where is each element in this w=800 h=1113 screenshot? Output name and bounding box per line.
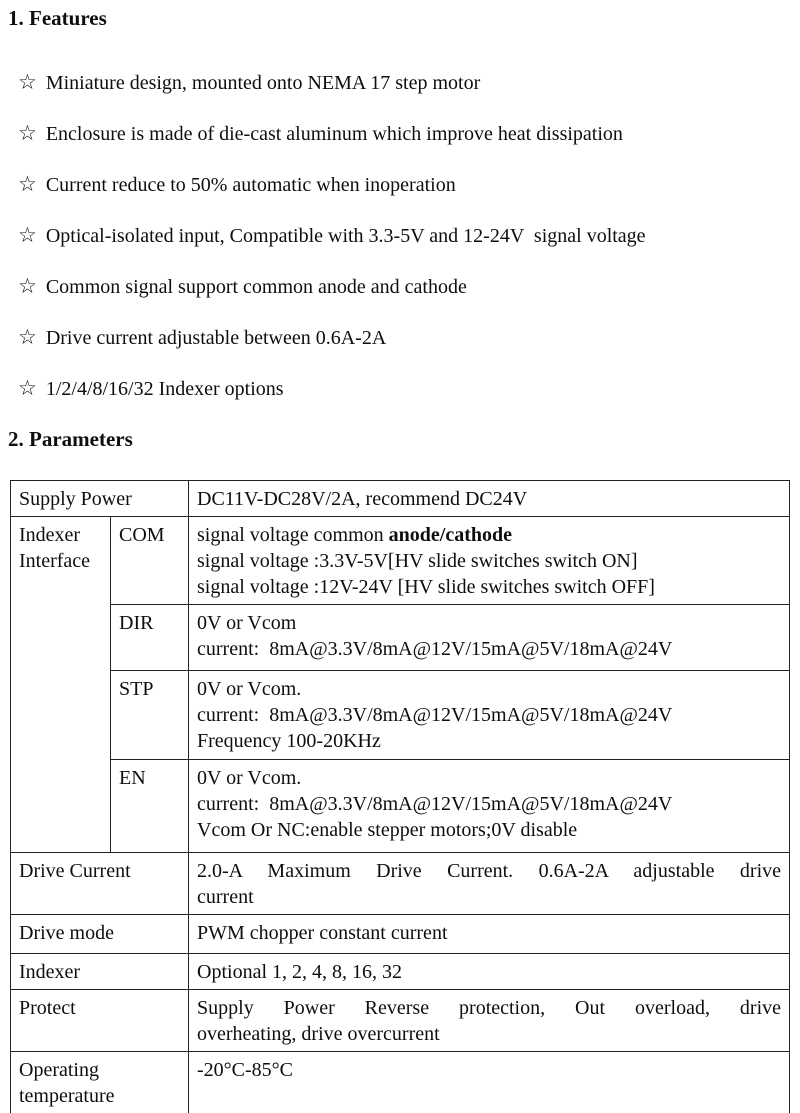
cell-line <box>197 522 781 548</box>
table-row-supply-power <box>11 481 790 517</box>
param-value-indexer <box>189 954 790 990</box>
cell-line: PWM chopper constant current <box>197 922 448 944</box>
param-label-supply-power: Supply Power <box>11 481 189 517</box>
param-label-indexer-interface: Indexer Interface <box>11 517 111 853</box>
cell-line: Optional 1, 2, 4, 8, 16, 32 <box>197 961 403 983</box>
table-row-indexer <box>11 954 790 990</box>
feature-text: Optical-isolated input, Compatible with 3.3-5V and 12-24V signal voltage <box>45 225 646 247</box>
feature-text: Miniature design, mounted onto NEMA 17 step motor <box>45 72 481 94</box>
parameters-heading: 2. Parameters <box>8 427 133 451</box>
parameters-table <box>10 480 790 1113</box>
cell-line: 2.0-A Maximum Drive Current. 0.6A-2A adjustable drive <box>197 860 782 882</box>
param-sublabel-com: COM <box>111 517 189 605</box>
cell-line: 0V or Vcom <box>197 612 297 634</box>
cell-line: current: 8mA@3.3V/8mA@12V/15mA@5V/18mA@24V <box>197 638 673 660</box>
param-value-dir <box>189 605 790 671</box>
cell-line: Vcom Or NC:enable stepper motors;0V disable <box>197 819 578 841</box>
param-sublabel-stp: STP <box>111 671 189 760</box>
param-value-en <box>189 760 790 853</box>
star-bullet-icon: ☆ <box>18 376 37 400</box>
features-heading: 1. Features <box>8 6 107 30</box>
param-label-drive-current: Drive Current <box>11 853 189 915</box>
table-row-operating-temperature <box>11 1052 790 1113</box>
cell-line: -20°C-85°C <box>197 1059 294 1081</box>
table-row-dir <box>11 605 790 671</box>
param-value-com <box>189 517 790 605</box>
star-bullet-icon: ☆ <box>18 274 37 298</box>
param-value-protect <box>189 990 790 1052</box>
param-value-stp <box>189 671 790 760</box>
cell-line: Frequency 100-20KHz <box>197 730 381 752</box>
cell-line: current: 8mA@3.3V/8mA@12V/15mA@5V/18mA@24V <box>197 793 673 815</box>
star-bullet-icon: ☆ <box>18 223 37 247</box>
feature-text: 1/2/4/8/16/32 Indexer options <box>45 378 284 400</box>
feature-item <box>8 274 792 299</box>
cell-line: current <box>197 886 254 908</box>
star-bullet-icon: ☆ <box>18 70 37 94</box>
feature-item <box>8 70 792 95</box>
table-row-drive-current <box>11 853 790 915</box>
table-row-drive-mode <box>11 915 790 954</box>
feature-item <box>8 325 792 350</box>
param-value-operating-temperature <box>189 1052 790 1113</box>
com-line1-normal: signal voltage common <box>197 524 389 546</box>
param-sublabel-en: EN <box>111 760 189 853</box>
param-label-protect: Protect <box>11 990 189 1052</box>
com-line1-bold: anode/cathode <box>388 524 512 546</box>
table-row-en <box>11 760 790 853</box>
star-bullet-icon: ☆ <box>18 325 37 349</box>
features-list <box>8 70 792 401</box>
cell-line: 0V or Vcom. <box>197 767 302 789</box>
param-value-drive-current <box>189 853 790 915</box>
table-row-protect <box>11 990 790 1052</box>
feature-item <box>8 121 792 146</box>
feature-text: Drive current adjustable between 0.6A-2A <box>45 327 387 349</box>
cell-line: current: 8mA@3.3V/8mA@12V/15mA@5V/18mA@24V <box>197 704 673 726</box>
table-row-stp <box>11 671 790 760</box>
star-bullet-icon: ☆ <box>18 172 37 196</box>
cell-line: signal voltage :12V-24V [HV slide switches switch OFF] <box>197 576 655 598</box>
cell-line: Supply Power Reverse protection, Out overload, drive <box>197 997 782 1019</box>
param-label-indexer: Indexer <box>11 954 189 990</box>
cell-line: 0V or Vcom. <box>197 678 302 700</box>
feature-item <box>8 172 792 197</box>
feature-text: Enclosure is made of die-cast aluminum which improve heat dissipation <box>45 123 623 145</box>
cell-line: overheating, drive overcurrent <box>197 1023 440 1045</box>
feature-item <box>8 223 792 248</box>
param-label-operating-temperature: Operating temperature <box>11 1052 189 1113</box>
param-sublabel-dir: DIR <box>111 605 189 671</box>
feature-item <box>8 376 792 401</box>
cell-line: signal voltage :3.3V-5V[HV slide switches switch ON] <box>197 550 638 572</box>
feature-text: Current reduce to 50% automatic when inoperation <box>45 174 456 196</box>
param-value-supply-power <box>189 481 790 517</box>
cell-line: DC11V-DC28V/2A, recommend DC24V <box>197 488 528 510</box>
feature-text: Common signal support common anode and cathode <box>45 276 467 298</box>
param-label-drive-mode: Drive mode <box>11 915 189 954</box>
table-row-com <box>11 517 790 605</box>
star-bullet-icon: ☆ <box>18 121 37 145</box>
param-value-drive-mode <box>189 915 790 954</box>
